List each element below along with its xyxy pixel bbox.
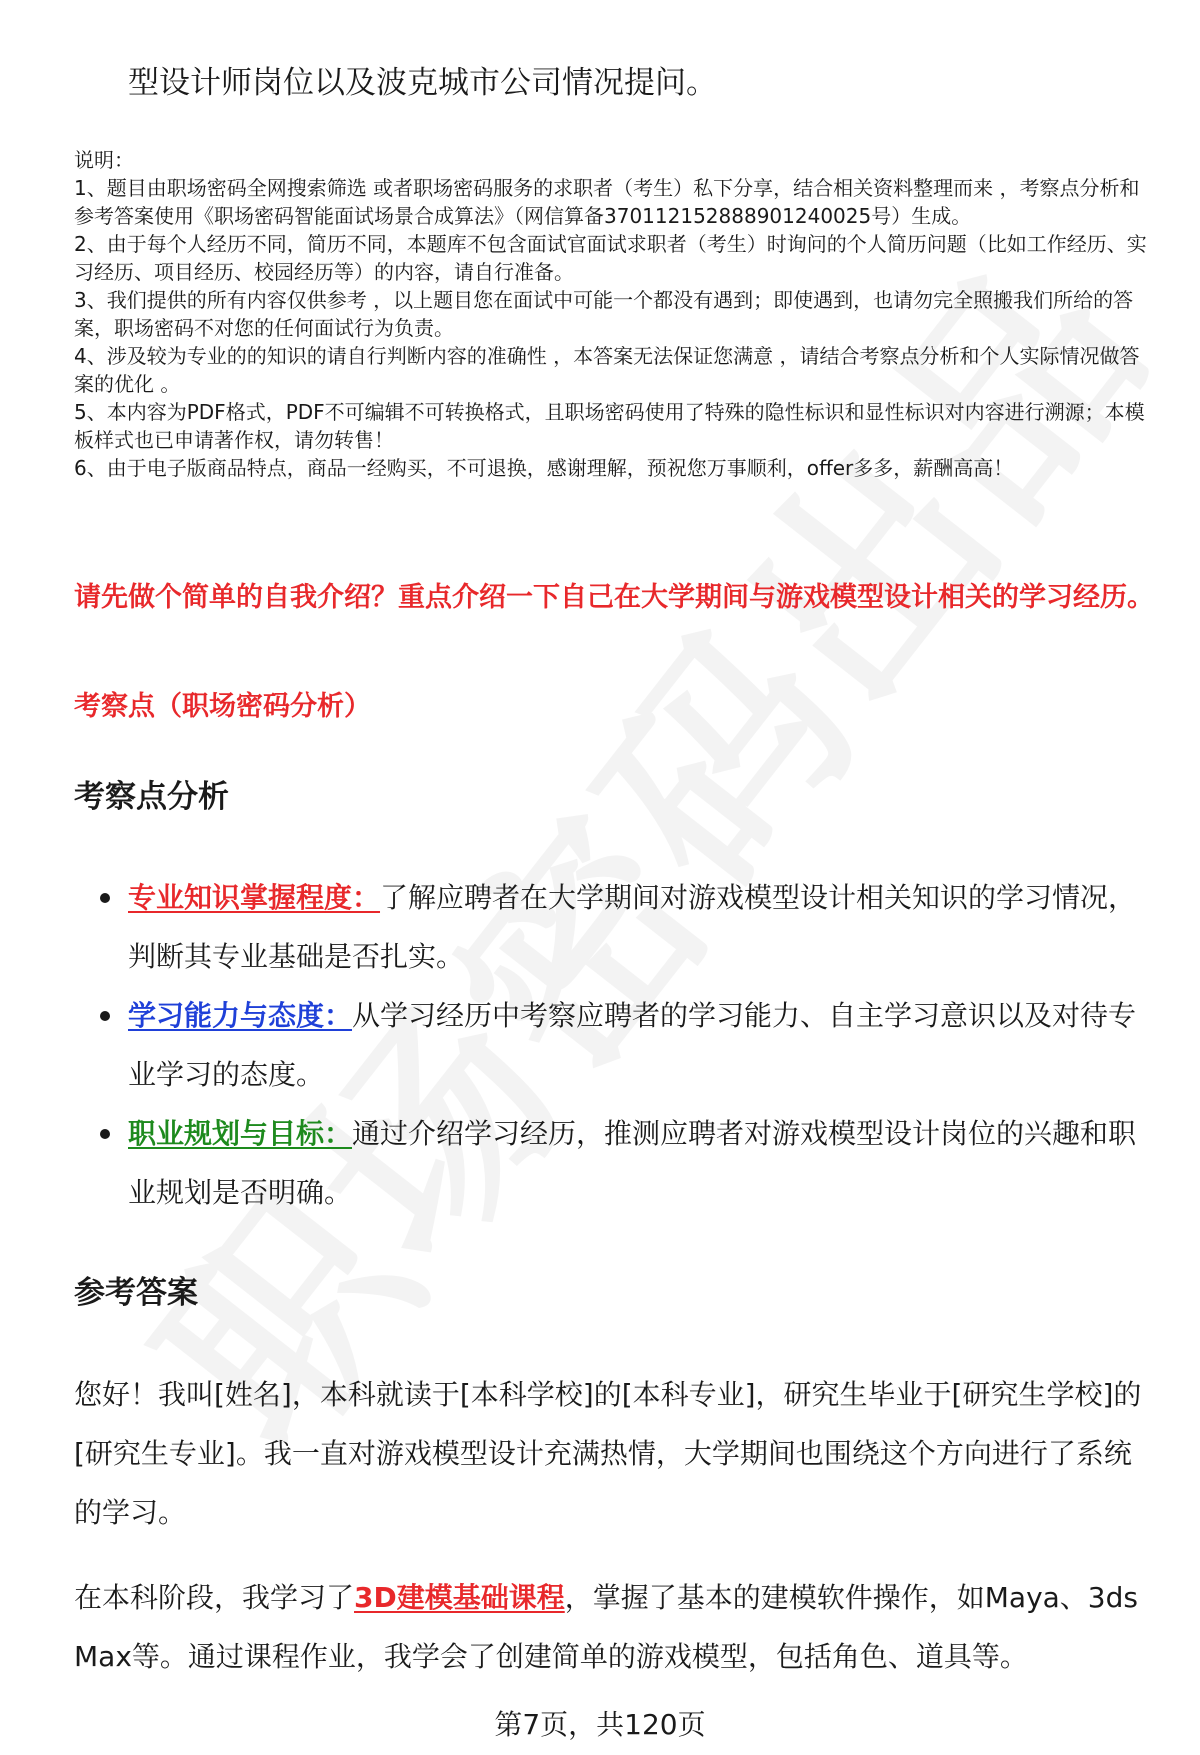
notes-item: 1、题目由职场密码全网搜索筛选 或者职场密码服务的求职者（考生）私下分享，结合相关资料整理而来 ，考察点分析和参考答案使用《职场密码智能面试场景合成算法》（网信算备370112152888901240025号）生成。 xyxy=(74,176,1140,228)
point-label: 职业规划与目标： xyxy=(128,1117,353,1150)
point-text: 通过介绍学习经历，推测应聘者对游戏模型设计岗位的兴趣和职业规划是否明确。 xyxy=(128,1117,1137,1209)
header-continuation: 型设计师岗位以及波克城市公司情况提问。 xyxy=(128,65,717,101)
notes-item: 6、由于电子版商品特点，商品一经购买，不可退换，感谢理解，预祝您万事顺利，offer多多，薪酬高高！ xyxy=(74,456,1014,480)
point-text: 了解应聘者在大学期间对游戏模型设计相关知识的学习情况，判断其专业基础是否扎实。 xyxy=(128,881,1137,973)
answer-text: ，掌握了基本的建模软件操作，如Maya、3ds Max等。通过课程作业，我学会了创建简单的游戏模型，包括角色、道具等。 xyxy=(74,1581,1138,1673)
bullet-icon xyxy=(100,893,110,903)
notes-section xyxy=(74,146,1154,482)
answer-paragraph: 您好！我叫[姓名]，本科就读于[本科学校]的[本科专业]，研究生毕业于[研究生学校]的[研究生专业]。我一直对游戏模型设计充满热情，大学期间也围绕这个方向进行了系统的学习。 xyxy=(74,1378,1142,1529)
bullet-icon xyxy=(100,1011,110,1021)
notes-item: 5、本内容为PDF格式，PDF不可编辑不可转换格式，且职场密码使用了特殊的隐性标识和显性标识对内容进行溯源；本模板样式也已申请著作权，请勿转售！ xyxy=(74,400,1145,452)
analysis-point xyxy=(100,1104,1150,1222)
bullet-icon xyxy=(100,1129,110,1139)
page-footer: 第7页，共120页 xyxy=(494,1708,706,1741)
point-label: 专业知识掌握程度： xyxy=(128,881,381,914)
analysis-points xyxy=(100,868,1150,1222)
interview-question: 请先做个简单的自我介绍？重点介绍一下自己在大学期间与游戏模型设计相关的学习经历。 xyxy=(74,582,1154,613)
analysis-point xyxy=(100,868,1150,986)
point-label: 学习能力与态度： xyxy=(128,999,353,1032)
notes-item: 2、由于每个人经历不同，简历不同，本题库不包含面试官面试求职者（考生）时询问的个人简历问题（比如工作经历、实习经历、项目经历、校园经历等）的内容，请自行准备。 xyxy=(74,232,1147,284)
analysis-heading: 考察点分析 xyxy=(74,779,229,815)
notes-title: 说明： xyxy=(74,148,134,172)
point-text: 从学习经历中考察应聘者的学习能力、自主学习意识以及对待专业学习的态度。 xyxy=(128,999,1137,1091)
assessment-label: 考察点（职场密码分析） xyxy=(74,691,371,722)
answer-text: 在本科阶段，我学习了 xyxy=(74,1581,355,1614)
analysis-point xyxy=(100,986,1150,1104)
answer-heading: 参考答案 xyxy=(74,1275,198,1311)
notes-item: 4、涉及较为专业的的知识的请自行判断内容的准确性 ，本答案无法保证您满意 ，请结合考察点分析和个人实际情况做答案的优化 。 xyxy=(74,344,1140,396)
answer-paragraph xyxy=(74,1568,1154,1686)
answer-highlight: 3D建模基础课程 xyxy=(354,1581,565,1614)
notes-item: 3、我们提供的所有内容仅供参考 ，以上题目您在面试中可能一个都没有遇到；即使遇到，也请勿完全照搬我们所给的答案，职场密码不对您的任何面试行为负责。 xyxy=(74,288,1134,340)
